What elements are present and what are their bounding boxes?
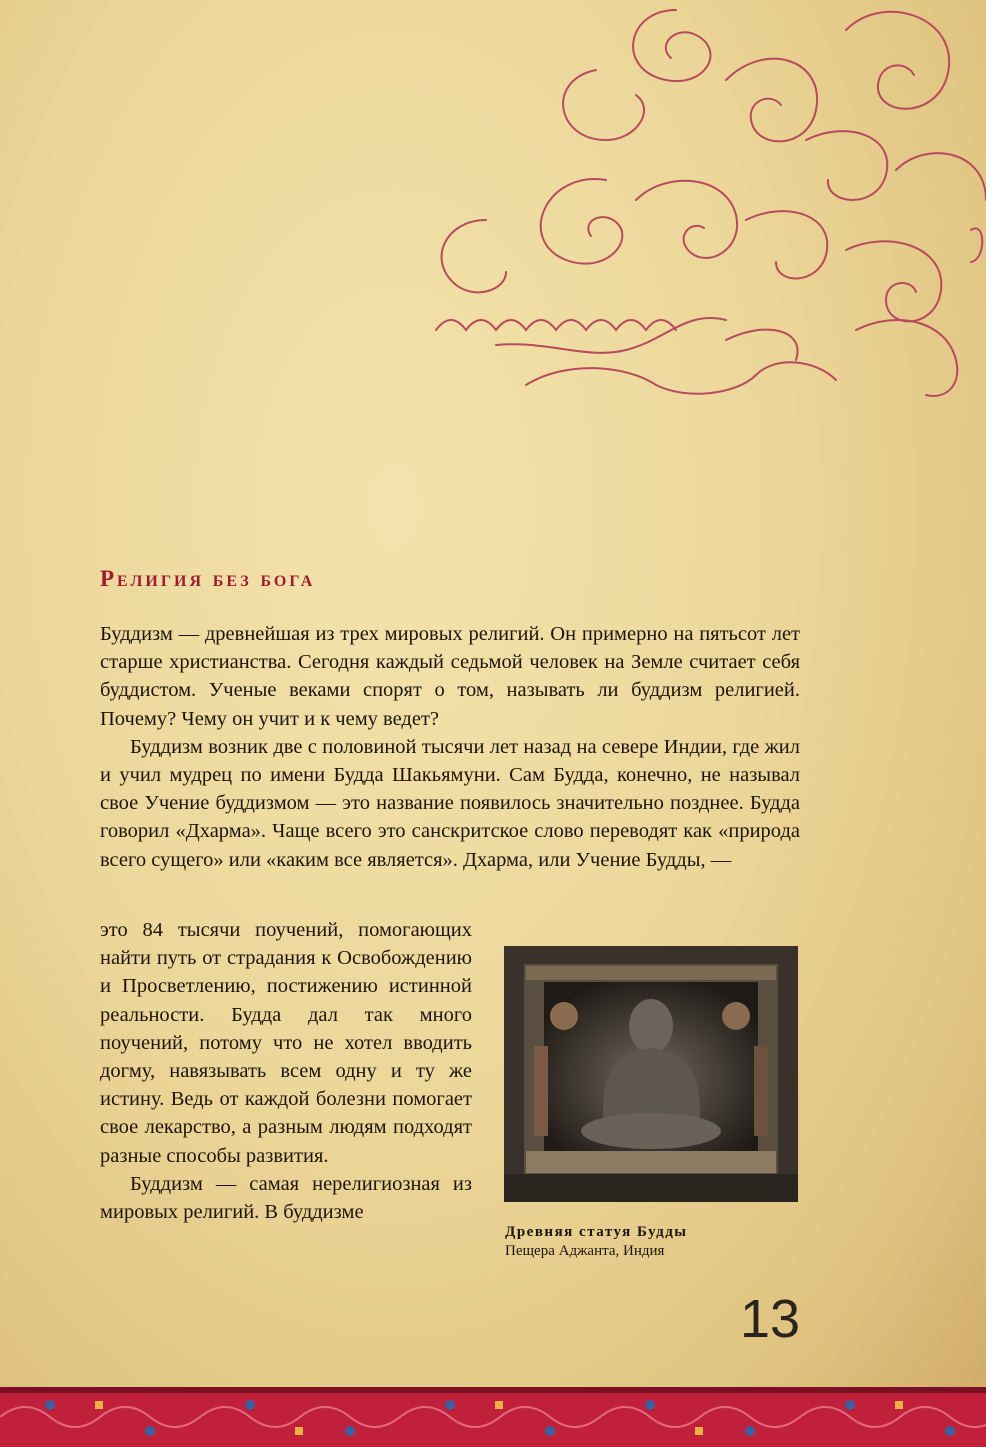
caption-title: Древняя статуя Будды: [505, 1224, 688, 1240]
page-number: 13: [740, 1289, 801, 1349]
paragraph: Буддизм — древнейшая из трех мировых религий. Он примерно на пятьсот лет старше христианства. Сегодня каждый седьмой человек на Земле считает себя буддистом. Ученые веками спорят о том, называть ли буддизм религией. Почему? Чему он учит и к чему ведет?: [100, 623, 800, 730]
column-text: [100, 916, 472, 1226]
intro-text: [100, 620, 800, 874]
photo-caption: [505, 1224, 805, 1260]
textile-ornament-band-icon: [0, 1387, 986, 1447]
paragraph: Буддизм возник две с половиной тысячи лет назад на севере Индии, где жил и учил мудрец по имени Будда Шакьямуни. Сам Будда, конечно, не называл свое Учение буддизмом — это название появилось значительно позднее. Будда говорил «Дхарма». Чаще всего это санскритское слово переводят как «природа всего сущего» или «каким все является». Дхарма, или Учение Будды, —: [100, 735, 800, 871]
caption-subtitle: Пещера Аджанта, Индия: [505, 1243, 665, 1259]
paragraph: Буддизм — самая нерелигиозная из мировых религий. В буддизме: [100, 1172, 472, 1224]
buddha-statue-icon: [504, 946, 798, 1202]
paragraph: это 84 тысячи поучений, помогающих найти путь от страдания к Освобождению и Просветлению, постижению истинной реальности. Будда дал так много поучений, потому что не хотел вводить догму, навязывать всем одну и ту же истину. Ведь от каждой болезни помогает свое лекарство, а разным людям подходят разные способы развития.: [100, 919, 472, 1167]
cloud-ornament-icon: [426, 0, 986, 400]
buddha-statue-photo: [504, 946, 798, 1202]
section-title: Религия без бога: [100, 566, 316, 591]
